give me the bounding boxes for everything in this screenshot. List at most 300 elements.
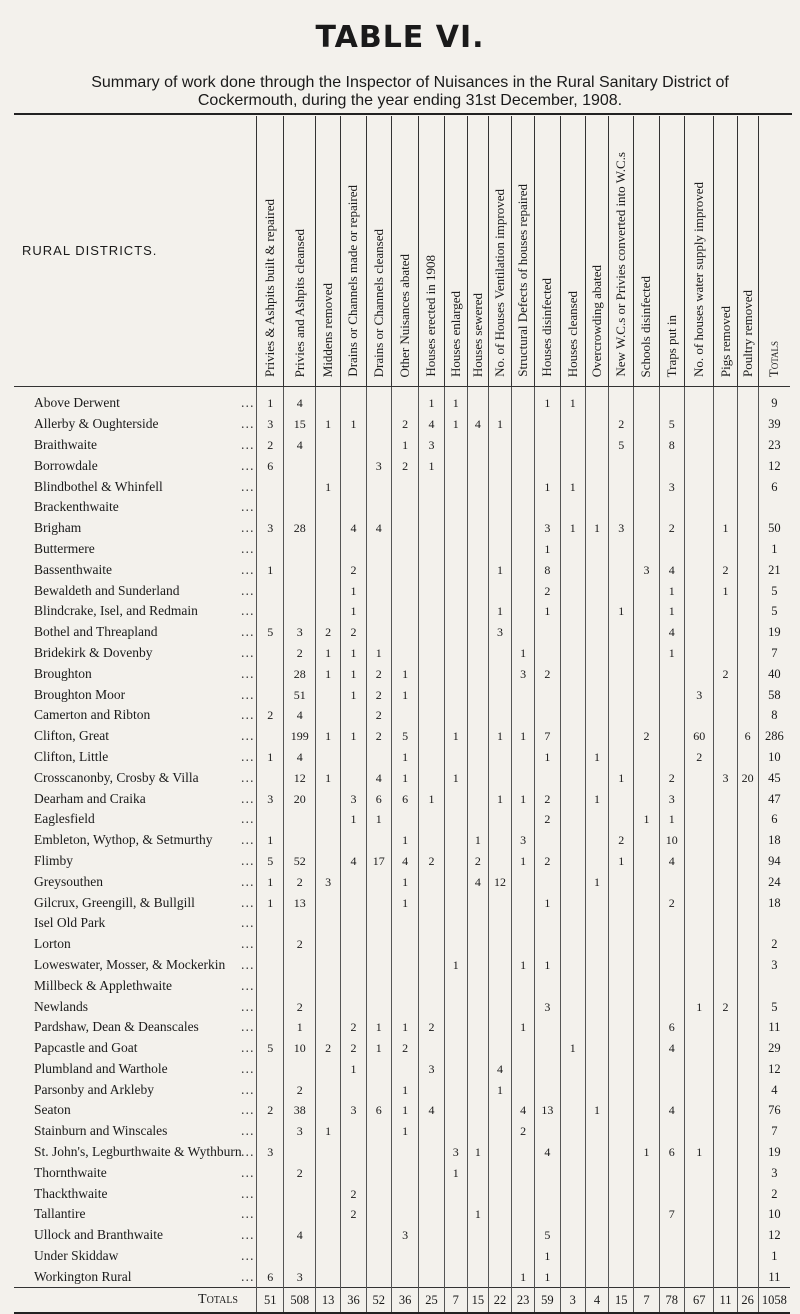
value-cell bbox=[535, 913, 560, 934]
table-body bbox=[14, 387, 790, 1314]
district-name: Embleton, Wythop, & Setmurthy … bbox=[14, 830, 257, 851]
value-cell bbox=[366, 559, 391, 580]
value-cell bbox=[684, 476, 714, 497]
value-cell: 3 bbox=[284, 1121, 316, 1142]
table-row bbox=[14, 1038, 790, 1059]
value-cell: 1 bbox=[341, 663, 366, 684]
value-cell bbox=[444, 476, 467, 497]
table-row bbox=[14, 726, 790, 747]
district-name: Buttermere … bbox=[14, 539, 257, 560]
value-cell: 6 bbox=[659, 1017, 684, 1038]
value-cell bbox=[467, 1017, 488, 1038]
value-cell bbox=[609, 1121, 634, 1142]
value-cell bbox=[284, 1204, 316, 1225]
value-cell: 8 bbox=[659, 435, 684, 456]
column-header bbox=[758, 116, 790, 387]
value-cell: 3 bbox=[512, 663, 535, 684]
district-name: Lorton … bbox=[14, 934, 257, 955]
total-value-cell: 52 bbox=[366, 1288, 391, 1314]
value-cell bbox=[419, 1246, 444, 1267]
value-cell bbox=[316, 747, 341, 768]
value-cell bbox=[467, 539, 488, 560]
table-row bbox=[14, 851, 790, 872]
value-cell: 1 bbox=[714, 580, 737, 601]
value-cell bbox=[512, 747, 535, 768]
value-cell bbox=[684, 1225, 714, 1246]
value-cell bbox=[535, 643, 560, 664]
value-cell bbox=[316, 955, 341, 976]
column-header bbox=[659, 116, 684, 387]
value-cell bbox=[366, 830, 391, 851]
value-cell bbox=[560, 726, 585, 747]
district-name: Loweswater, Mosser, & Mockerkin … bbox=[14, 955, 257, 976]
value-cell bbox=[659, 1246, 684, 1267]
value-cell: 4 bbox=[467, 871, 488, 892]
value-cell bbox=[391, 643, 418, 664]
value-cell bbox=[609, 1162, 634, 1183]
value-cell: 1 bbox=[535, 1246, 560, 1267]
value-cell bbox=[560, 747, 585, 768]
value-cell bbox=[467, 684, 488, 705]
table-row bbox=[14, 788, 790, 809]
value-cell bbox=[366, 580, 391, 601]
row-total-cell: 5 bbox=[758, 996, 790, 1017]
value-cell: 1 bbox=[366, 643, 391, 664]
value-cell bbox=[659, 1183, 684, 1204]
value-cell bbox=[419, 767, 444, 788]
value-cell: 6 bbox=[659, 1142, 684, 1163]
value-cell: 2 bbox=[391, 1038, 418, 1059]
value-cell bbox=[512, 455, 535, 476]
value-cell bbox=[609, 913, 634, 934]
column-header-label: Drains or Channels cleansed bbox=[370, 228, 386, 377]
value-cell bbox=[737, 809, 758, 830]
value-cell bbox=[512, 871, 535, 892]
value-cell bbox=[535, 1204, 560, 1225]
column-header-label: Houses sewered bbox=[469, 292, 485, 377]
value-cell bbox=[444, 747, 467, 768]
value-cell bbox=[737, 747, 758, 768]
value-cell bbox=[659, 1162, 684, 1183]
value-cell: 1 bbox=[488, 559, 511, 580]
column-header bbox=[585, 116, 608, 387]
column-header-label: Overcrowding abated bbox=[588, 264, 604, 377]
row-total-cell: 5 bbox=[758, 580, 790, 601]
total-value-cell: 7 bbox=[444, 1288, 467, 1314]
value-cell bbox=[634, 913, 659, 934]
value-cell bbox=[684, 809, 714, 830]
value-cell: 1 bbox=[284, 1017, 316, 1038]
value-cell bbox=[341, 1121, 366, 1142]
value-cell bbox=[585, 726, 608, 747]
value-cell bbox=[444, 518, 467, 539]
value-cell: 2 bbox=[284, 1079, 316, 1100]
column-header bbox=[419, 116, 444, 387]
value-cell bbox=[634, 830, 659, 851]
value-cell: 199 bbox=[284, 726, 316, 747]
value-cell bbox=[737, 414, 758, 435]
total-value-cell: 51 bbox=[257, 1288, 284, 1314]
district-name: Gilcrux, Greengill, & Bullgill … bbox=[14, 892, 257, 913]
value-cell bbox=[341, 767, 366, 788]
value-cell bbox=[284, 559, 316, 580]
table-row bbox=[14, 1121, 790, 1142]
value-cell bbox=[391, 934, 418, 955]
value-cell bbox=[634, 643, 659, 664]
value-cell bbox=[714, 497, 737, 518]
value-cell: 1 bbox=[391, 1100, 418, 1121]
value-cell bbox=[714, 913, 737, 934]
value-cell: 2 bbox=[609, 830, 634, 851]
value-cell bbox=[444, 684, 467, 705]
value-cell bbox=[316, 1100, 341, 1121]
value-cell: 1 bbox=[585, 788, 608, 809]
value-cell: 5 bbox=[257, 622, 284, 643]
value-cell bbox=[419, 643, 444, 664]
value-cell bbox=[684, 387, 714, 414]
value-cell bbox=[488, 1038, 511, 1059]
value-cell bbox=[512, 622, 535, 643]
value-cell: 1 bbox=[535, 601, 560, 622]
district-name: Isel Old Park … bbox=[14, 913, 257, 934]
value-cell bbox=[585, 892, 608, 913]
table-row bbox=[14, 1017, 790, 1038]
value-cell: 1 bbox=[512, 643, 535, 664]
value-cell: 52 bbox=[284, 851, 316, 872]
total-value-cell: 25 bbox=[419, 1288, 444, 1314]
value-cell: 1 bbox=[419, 788, 444, 809]
value-cell: 3 bbox=[257, 518, 284, 539]
value-cell bbox=[444, 435, 467, 456]
district-name: Workington Rural … bbox=[14, 1266, 257, 1287]
value-cell bbox=[714, 1100, 737, 1121]
value-cell bbox=[316, 1079, 341, 1100]
value-cell bbox=[512, 580, 535, 601]
value-cell bbox=[257, 643, 284, 664]
value-cell bbox=[737, 643, 758, 664]
value-cell bbox=[609, 1038, 634, 1059]
value-cell bbox=[560, 455, 585, 476]
value-cell bbox=[684, 767, 714, 788]
value-cell: 4 bbox=[659, 1100, 684, 1121]
value-cell bbox=[609, 996, 634, 1017]
value-cell bbox=[684, 934, 714, 955]
value-cell: 2 bbox=[634, 726, 659, 747]
column-header bbox=[512, 116, 535, 387]
value-cell bbox=[467, 934, 488, 955]
value-cell: 3 bbox=[257, 788, 284, 809]
value-cell bbox=[560, 622, 585, 643]
value-cell bbox=[419, 580, 444, 601]
value-cell bbox=[512, 435, 535, 456]
value-cell bbox=[284, 580, 316, 601]
value-cell: 1 bbox=[391, 1017, 418, 1038]
value-cell: 2 bbox=[366, 705, 391, 726]
value-cell: 1 bbox=[512, 851, 535, 872]
value-cell bbox=[391, 705, 418, 726]
value-cell: 5 bbox=[609, 435, 634, 456]
value-cell bbox=[467, 476, 488, 497]
value-cell: 1 bbox=[659, 580, 684, 601]
value-cell bbox=[391, 476, 418, 497]
value-cell bbox=[634, 1225, 659, 1246]
value-cell bbox=[444, 1017, 467, 1038]
value-cell bbox=[714, 1246, 737, 1267]
value-cell bbox=[467, 726, 488, 747]
page-title: TABLE VI. bbox=[315, 20, 485, 55]
value-cell bbox=[609, 1204, 634, 1225]
value-cell bbox=[284, 455, 316, 476]
district-name: Allerby & Oughterside … bbox=[14, 414, 257, 435]
value-cell bbox=[609, 892, 634, 913]
value-cell: 1 bbox=[585, 518, 608, 539]
district-name: Clifton, Great … bbox=[14, 726, 257, 747]
value-cell: 4 bbox=[659, 559, 684, 580]
value-cell bbox=[585, 663, 608, 684]
total-value-cell: 11 bbox=[714, 1288, 737, 1314]
value-cell: 1 bbox=[585, 747, 608, 768]
value-cell bbox=[488, 1121, 511, 1142]
value-cell bbox=[684, 580, 714, 601]
value-cell bbox=[419, 892, 444, 913]
value-cell bbox=[444, 1121, 467, 1142]
value-cell: 1 bbox=[257, 830, 284, 851]
value-cell bbox=[560, 996, 585, 1017]
value-cell bbox=[684, 559, 714, 580]
value-cell bbox=[444, 809, 467, 830]
value-cell bbox=[737, 851, 758, 872]
district-name: Bewaldeth and Sunderland … bbox=[14, 580, 257, 601]
value-cell bbox=[488, 539, 511, 560]
value-cell: 2 bbox=[284, 1162, 316, 1183]
value-cell bbox=[444, 663, 467, 684]
row-total-cell: 23 bbox=[758, 435, 790, 456]
value-cell bbox=[316, 455, 341, 476]
value-cell bbox=[714, 1017, 737, 1038]
row-total-cell: 10 bbox=[758, 747, 790, 768]
value-cell bbox=[560, 1017, 585, 1038]
value-cell bbox=[512, 497, 535, 518]
value-cell bbox=[316, 580, 341, 601]
value-cell bbox=[316, 934, 341, 955]
value-cell bbox=[341, 892, 366, 913]
column-header bbox=[684, 116, 714, 387]
value-cell: 1 bbox=[467, 830, 488, 851]
value-cell bbox=[737, 913, 758, 934]
value-cell: 1 bbox=[391, 747, 418, 768]
value-cell bbox=[316, 892, 341, 913]
value-cell bbox=[419, 497, 444, 518]
value-cell bbox=[284, 809, 316, 830]
value-cell bbox=[444, 455, 467, 476]
column-header-label: Houses cleansed bbox=[564, 290, 580, 377]
value-cell bbox=[316, 809, 341, 830]
value-cell bbox=[609, 1266, 634, 1287]
value-cell bbox=[737, 1017, 758, 1038]
value-cell bbox=[316, 1266, 341, 1287]
value-cell bbox=[634, 934, 659, 955]
value-cell: 38 bbox=[284, 1100, 316, 1121]
value-cell: 1 bbox=[341, 1059, 366, 1080]
value-cell bbox=[391, 1183, 418, 1204]
value-cell bbox=[634, 601, 659, 622]
value-cell: 3 bbox=[419, 435, 444, 456]
value-cell bbox=[512, 913, 535, 934]
value-cell: 1 bbox=[366, 809, 391, 830]
total-value-cell: 67 bbox=[684, 1288, 714, 1314]
value-cell bbox=[684, 975, 714, 996]
value-cell bbox=[341, 435, 366, 456]
value-cell bbox=[257, 1204, 284, 1225]
value-cell bbox=[366, 1266, 391, 1287]
value-cell bbox=[366, 414, 391, 435]
value-cell bbox=[684, 601, 714, 622]
value-cell bbox=[444, 913, 467, 934]
value-cell: 4 bbox=[284, 1225, 316, 1246]
value-cell bbox=[659, 455, 684, 476]
value-cell bbox=[684, 705, 714, 726]
totals-row bbox=[14, 1288, 790, 1314]
value-cell bbox=[714, 455, 737, 476]
value-cell bbox=[341, 497, 366, 518]
value-cell bbox=[560, 1121, 585, 1142]
value-cell bbox=[634, 663, 659, 684]
value-cell bbox=[512, 892, 535, 913]
value-cell bbox=[684, 414, 714, 435]
value-cell: 1 bbox=[659, 809, 684, 830]
subtitle-line-2: Cockermouth, during the year ending 31st December, 1908. bbox=[197, 92, 623, 109]
value-cell bbox=[560, 601, 585, 622]
value-cell: 60 bbox=[684, 726, 714, 747]
value-cell: 1 bbox=[512, 1266, 535, 1287]
value-cell bbox=[341, 1266, 366, 1287]
value-cell: 2 bbox=[535, 809, 560, 830]
value-cell bbox=[535, 1059, 560, 1080]
value-cell bbox=[659, 934, 684, 955]
table-row bbox=[14, 414, 790, 435]
value-cell bbox=[609, 559, 634, 580]
value-cell bbox=[737, 871, 758, 892]
table-row bbox=[14, 1162, 790, 1183]
value-cell bbox=[341, 913, 366, 934]
value-cell: 2 bbox=[419, 851, 444, 872]
value-cell bbox=[341, 871, 366, 892]
value-cell: 1 bbox=[560, 387, 585, 414]
value-cell bbox=[488, 518, 511, 539]
value-cell bbox=[284, 601, 316, 622]
value-cell: 15 bbox=[284, 414, 316, 435]
value-cell: 3 bbox=[488, 622, 511, 643]
value-cell bbox=[467, 601, 488, 622]
value-cell bbox=[444, 1204, 467, 1225]
value-cell: 2 bbox=[341, 1204, 366, 1225]
value-cell bbox=[284, 1142, 316, 1163]
value-cell bbox=[609, 747, 634, 768]
value-cell: 8 bbox=[535, 559, 560, 580]
value-cell bbox=[316, 996, 341, 1017]
value-cell bbox=[257, 601, 284, 622]
value-cell bbox=[488, 747, 511, 768]
value-cell bbox=[585, 1266, 608, 1287]
value-cell bbox=[257, 539, 284, 560]
value-cell bbox=[585, 643, 608, 664]
value-cell bbox=[560, 559, 585, 580]
row-total-cell: 18 bbox=[758, 830, 790, 851]
value-cell bbox=[284, 1183, 316, 1204]
value-cell bbox=[684, 455, 714, 476]
value-cell bbox=[560, 1059, 585, 1080]
value-cell bbox=[419, 601, 444, 622]
value-cell bbox=[684, 830, 714, 851]
value-cell: 3 bbox=[444, 1142, 467, 1163]
value-cell bbox=[444, 1183, 467, 1204]
value-cell bbox=[257, 1059, 284, 1080]
value-cell bbox=[634, 580, 659, 601]
row-total-cell: 11 bbox=[758, 1017, 790, 1038]
value-cell bbox=[684, 1266, 714, 1287]
value-cell bbox=[341, 1142, 366, 1163]
value-cell bbox=[467, 1059, 488, 1080]
page-subtitle bbox=[30, 74, 790, 110]
value-cell bbox=[366, 975, 391, 996]
value-cell: 28 bbox=[284, 663, 316, 684]
value-cell bbox=[467, 455, 488, 476]
value-cell bbox=[634, 435, 659, 456]
value-cell bbox=[560, 663, 585, 684]
value-cell bbox=[316, 1017, 341, 1038]
value-cell bbox=[316, 559, 341, 580]
district-name: Newlands … bbox=[14, 996, 257, 1017]
value-cell bbox=[737, 1162, 758, 1183]
value-cell bbox=[737, 387, 758, 414]
value-cell bbox=[585, 975, 608, 996]
value-cell: 1 bbox=[634, 1142, 659, 1163]
value-cell: 3 bbox=[535, 996, 560, 1017]
value-cell bbox=[316, 830, 341, 851]
district-name: Thackthwaite … bbox=[14, 1183, 257, 1204]
totals-label: Totals bbox=[14, 1288, 257, 1314]
table-row bbox=[14, 663, 790, 684]
value-cell: 1 bbox=[488, 788, 511, 809]
value-cell bbox=[488, 1266, 511, 1287]
column-header bbox=[366, 116, 391, 387]
value-cell bbox=[714, 726, 737, 747]
value-cell: 1 bbox=[391, 663, 418, 684]
value-cell: 1 bbox=[467, 1204, 488, 1225]
value-cell: 1 bbox=[391, 830, 418, 851]
table-row bbox=[14, 580, 790, 601]
value-cell bbox=[316, 497, 341, 518]
value-cell bbox=[560, 497, 585, 518]
table-row bbox=[14, 684, 790, 705]
value-cell bbox=[284, 1246, 316, 1267]
value-cell bbox=[714, 1079, 737, 1100]
value-cell bbox=[488, 1162, 511, 1183]
subtitle-line-1: Summary of work done through the Inspector of Nuisances in the Rural Sanitary District of bbox=[91, 74, 729, 91]
total-value-cell: 3 bbox=[560, 1288, 585, 1314]
value-cell bbox=[444, 622, 467, 643]
value-cell bbox=[609, 1059, 634, 1080]
value-cell bbox=[444, 1079, 467, 1100]
row-total-cell: 2 bbox=[758, 1183, 790, 1204]
value-cell bbox=[316, 684, 341, 705]
value-cell bbox=[737, 1183, 758, 1204]
value-cell: 1 bbox=[634, 809, 659, 830]
value-cell bbox=[609, 871, 634, 892]
district-name: Plumbland and Warthole … bbox=[14, 1059, 257, 1080]
value-cell: 4 bbox=[366, 518, 391, 539]
value-cell bbox=[585, 455, 608, 476]
